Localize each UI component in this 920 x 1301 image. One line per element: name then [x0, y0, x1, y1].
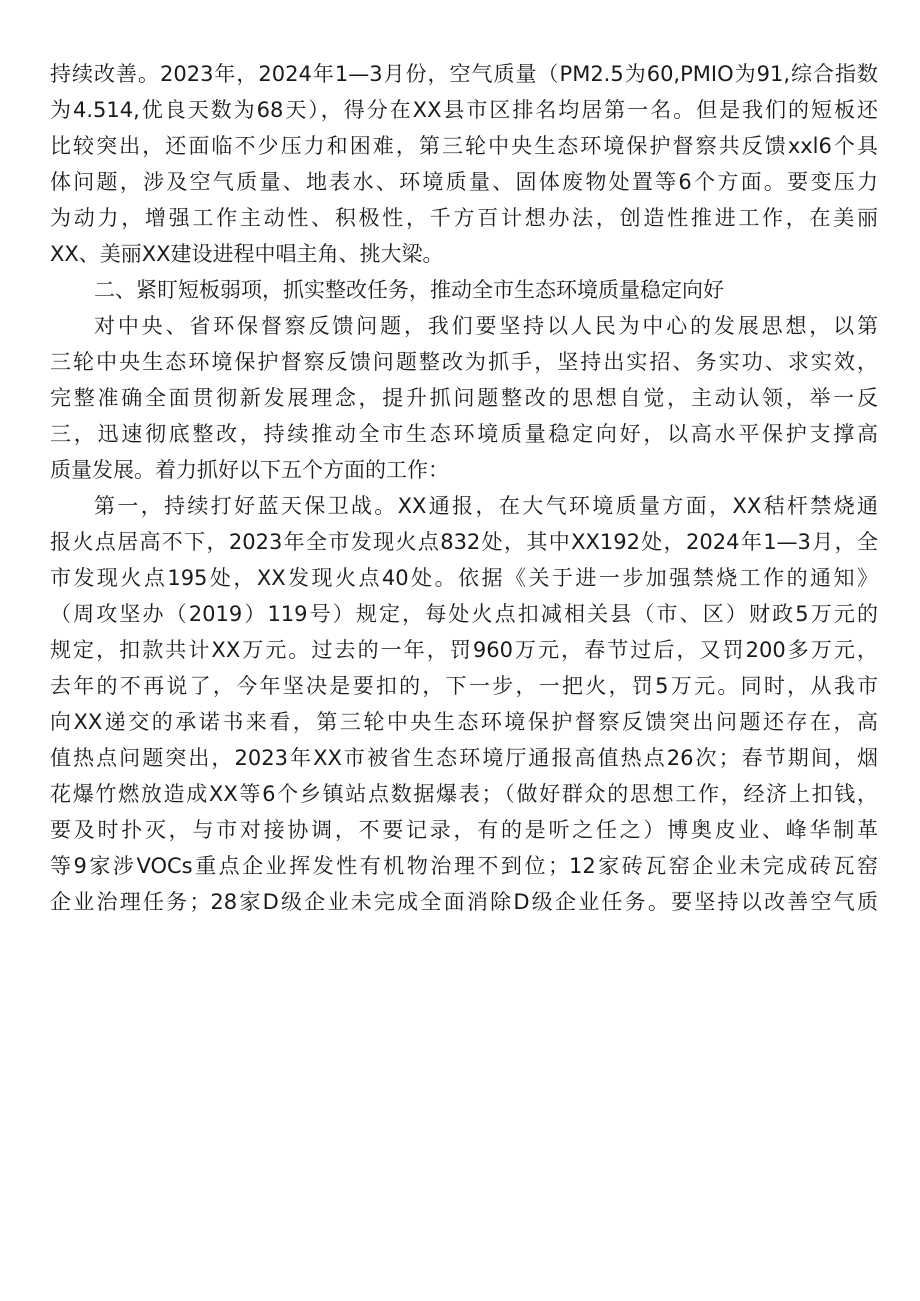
- text-line: 向XX递交的承诺书来看，第三轮中央生态环境保护督察反馈突出问题还存在，高: [50, 710, 878, 734]
- text-line: 质量发展。着力抓好以下五个方面的工作：: [50, 458, 449, 482]
- text-line: 为4.514,优良天数为68天），得分在XX县市区排名均居第一名。但是我们的短板还: [50, 98, 878, 122]
- text-line: 要及时扑灭，与市对接协调，不要记录，有的是听之任之）博奥皮业、峰华制革: [50, 818, 878, 842]
- text-line: 第一，持续打好蓝天保卫战。XX通报，在大气环境质量方面，XX秸杆禁烧通: [94, 494, 878, 518]
- text-line: 市发现火点195处，XX发现火点40处。依据《关于进一步加强禁烧工作的通知》: [50, 566, 878, 590]
- text-line: 持续改善。2023年，2024年1—3月份，空气质量（PM2.5为60,PMIO为91,综合指数: [50, 62, 878, 86]
- text-line: 对中央、省环保督察反馈问题，我们要坚持以人民为中心的发展思想，以第: [94, 314, 878, 338]
- text-line: 企业治理任务；28家D级企业未完成全面消除D级企业任务。要坚持以改善空气质: [50, 890, 878, 914]
- text-line: 去年的不再说了，今年坚决是要扣的，下一步，一把火，罚5万元。同时，从我市: [50, 674, 878, 698]
- text-line: 花爆竹燃放造成XX等6个乡镇站点数据爆表；（做好群众的思想工作，经济上扣钱，: [50, 782, 878, 806]
- text-line: 比较突出，还面临不少压力和困难，第三轮中央生态环境保护督察共反馈xxl6个具: [50, 134, 878, 158]
- paragraph-1: [50, 56, 878, 272]
- text-line: 三轮中央生态环境保护督察反馈问题整改为抓手，坚持出实招、务实功、求实效，: [50, 350, 878, 374]
- heading-line: 二、紧盯短板弱项，抓实整改任务，推动全市生态环境质量稳定向好: [94, 278, 724, 302]
- paragraph-3: [50, 488, 878, 920]
- paragraph-2: [50, 308, 878, 488]
- text-line: 体问题，涉及空气质量、地表水、环境质量、固体废物处置等6个方面。要变压力: [50, 170, 878, 194]
- text-line: 等9家涉VOCs重点企业挥发性有机物治理不到位；12家砖瓦窑企业未完成砖瓦窑: [50, 854, 878, 878]
- text-line: 三，迅速彻底整改，持续推动全市生态环境质量稳定向好，以高水平保护支撑高: [50, 422, 878, 446]
- text-line: 值热点问题突出，2023年XX市被省生态环境厅通报高值热点26次；春节期间，烟: [50, 746, 878, 770]
- text-line: 报火点居高不下，2023年全市发现火点832处，其中XX192处，2024年1—3月，全: [50, 530, 878, 554]
- section-heading: [50, 272, 878, 308]
- text-line: XX、美丽XX建设进程中唱主角、挑大梁。: [50, 242, 444, 266]
- text-line: 完整准确全面贯彻新发展理念，提升抓问题整改的思想自觉，主动认领，举一反: [50, 386, 878, 410]
- text-line: （周攻坚办（2019）119号）规定，每处火点扣减相关县（市、区）财政5万元的: [50, 602, 878, 626]
- text-line: 规定，扣款共计XX万元。过去的一年，罚960万元，春节过后，又罚200多万元，: [50, 638, 878, 662]
- text-line: 为动力，增强工作主动性、积极性，千方百计想办法，创造性推进工作，在美丽: [50, 206, 878, 230]
- document-page: [50, 56, 878, 920]
